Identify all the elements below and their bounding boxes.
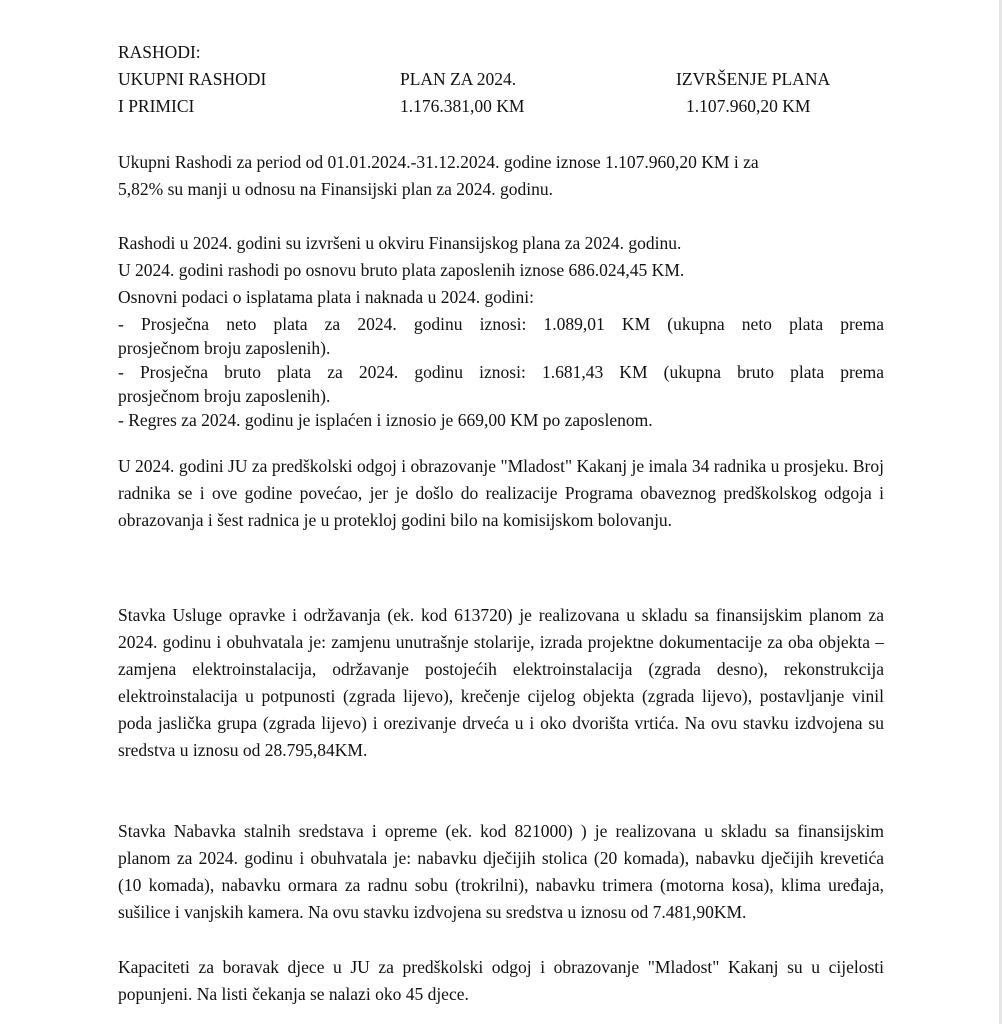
para2-line2: U 2024. godini rashodi po osnovu bruto plata zaposlenih iznose 686.024,45 KM. — [118, 260, 685, 280]
section-title: RASHODI: — [118, 42, 201, 62]
bullet-bruto-line2: prosječnom broju zaposlenih). — [118, 386, 331, 406]
para-maintenance: Stavka Usluge opravke i održavanja (ek. kod 613720) je realizovana u skladu sa finansijskim planom za 2024. godinu i obuhvatala je: zamjenu unutrašnje stolarije, izrada projektne dokumentacije za oba objekta – zamjena elektroinstalacija, održavanje postojećih elektroinstalacija (zgrada desno), rekonstrukcija elektroinstalacija u potpunosti (zgrada lijevo), krečenje cijelog objekta (zgrada lijevo), postavljanje vinil poda jaslička grupa (zgrada lijevo) i orezivanje drveća u i oko dvorišta vrtića. Na ovu stavku izdvojena su sredstva u iznosu od 28.795,84KM. — [118, 605, 884, 760]
header-col1-line1: UKUPNI RASHODI — [118, 69, 267, 89]
bullet-neto-line2: prosječnom broju zaposlenih). — [118, 338, 331, 358]
header-col2-line2: 1.176.381,00 KM — [400, 96, 525, 116]
para1-line1: Ukupni Rashodi za period od 01.01.2024.-31.12.2024. godine iznose 1.107.960,20 KM i za — [118, 152, 759, 172]
bullet-bruto-line1: - Prosječna bruto plata za 2024. godinu iznosi: 1.681,43 KM (ukupna bruto plata prema — [118, 362, 884, 382]
para-equipment: Stavka Nabavka stalnih sredstava i opreme (ek. kod 821000) ) je realizovana u skladu sa finansijskim planom za 2024. godinu i obuhvatala je: nabavku dječijih stolica (20 komada), nabavku dječijih krevetića (10 komada), nabavku ormara za radnu sobu (trokrilni), nabavku trimera (motorna kosa), klima uređaja, sušilice i vanjskih kamera. Na ovu stavku izdvojena su sredstva u iznosu od 7.481,90KM. — [118, 821, 884, 922]
header-col1-line2: I PRIMICI — [118, 96, 195, 116]
bullet-regres: - Regres za 2024. godinu je isplaćen i iznosio je 669,00 KM po zaposlenom. — [118, 410, 653, 430]
para2-line3: Osnovni podaci o isplatama plata i naknada u 2024. godini: — [118, 287, 535, 307]
header-col2-line1: PLAN ZA 2024. — [400, 69, 517, 89]
para2-line1: Rashodi u 2024. godini su izvršeni u okviru Finansijskog plana za 2024. godinu. — [118, 233, 682, 253]
para-employees: U 2024. godini JU za predškolski odgoj i obrazovanje "Mladost" Kakanj je imala 34 radnika u prosjeku. Broj radnika se i ove godine povećao, jer je došlo do realizacije Programa obaveznog predškolskog odgoja i obrazovanja i šest radnica je u proteklоj godini bilo na komisijskom bolovanju. — [118, 456, 884, 530]
para1-line2: 5,82% su manji u odnosu na Finansijski plan za 2024. godinu. — [118, 179, 554, 199]
header-col3-line2: 1.107.960,20 KM — [686, 96, 811, 116]
para-capacity: Kapaciteti za boravak djece u JU za predškolski odgoj i obrazovanje "Mladost" Kakanj su u cijelosti popunjeni. Na listi čekanja se nalazi oko 45 djece. — [118, 957, 884, 1004]
bullet-neto-line1: - Prosječna neto plata za 2024. godinu iznosi: 1.089,01 KM (ukupna neto plata prema — [118, 314, 884, 334]
header-col3-line1: IZVRŠENJE PLANA — [676, 69, 831, 89]
